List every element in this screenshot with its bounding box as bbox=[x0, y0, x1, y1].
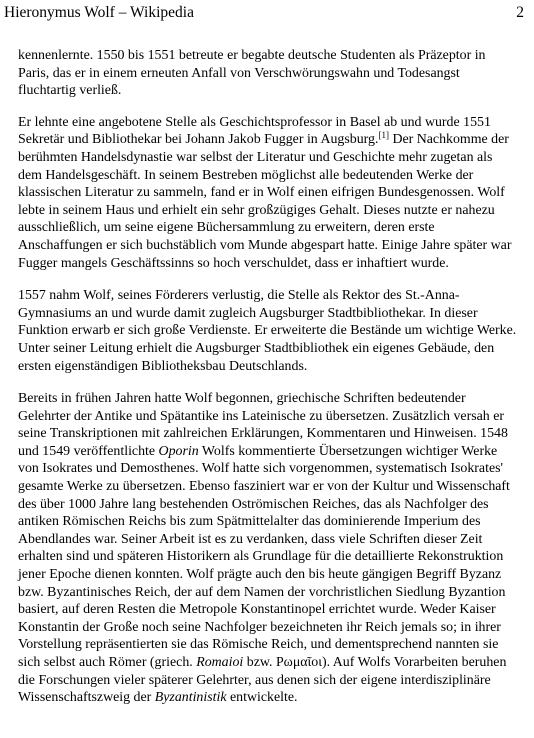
paragraph-4-text-d: entwickelte. bbox=[226, 690, 298, 706]
footnote-reference-1: [1] bbox=[378, 130, 389, 141]
page-header bbox=[4, 4, 524, 24]
page-number: 2 bbox=[516, 4, 524, 21]
paragraph-2-text-b: Der Nachkomme der berühmten Handelsdynastie war selbst der Literatur und Geschichte mehr zugetan als dem Handelsgeschäft. In seinem Bestreben möglichst alle bedeutenden Werke der klassischen Literatur zu sammeln, fand er in Wolf einen eifrigen Bundesgenossen. Wolf lebte in seinem Haus und erhielt ein sehr großzügiges Gehalt. Dieses nutzte er nahezu ausschließlich, um seine eigene Büchersammlung zu erweitern, deren erste Anschaffungen er sich buchstäblich vom Munde abgespart hatte. Einige Jahre später war Fugger mangels Geschäftssinns so hoch verschuldet, dass er inhaftiert wurde. bbox=[18, 132, 512, 271]
paragraph-4-text-a: Bereits in frühen Jahren hatte Wolf begonnen, griechische Schriften bedeutender Gelehrter der Antike und Spätantike ins Lateinische zu übersetzen. Zusätzlich versah er seine Transkriptionen mit zahlreichen Erklärungen, Kommentaren und Hinweisen. 1548 und 1549 veröffentlichte bbox=[18, 391, 508, 459]
article-body bbox=[18, 47, 518, 722]
paragraph-2-text-a: Er lehnte eine angebotene Stelle als Geschichtsprofessor in Basel ab und wurde 1551 Sekretär und Bibliothekar bei Johann Jakob Fugger in Augsburg. bbox=[18, 114, 491, 148]
paragraph-1: kennenlernte. 1550 bis 1551 betreute er begabte deutsche Studenten als Präzeptor in Paris, das er in einem erneuten Anfall von Verschwörungswahn und Todesangst fluchtartig verließ. bbox=[18, 48, 486, 99]
paragraph-4 bbox=[18, 390, 518, 707]
italic-oporin: Oporin bbox=[158, 443, 199, 459]
paragraph-4-text-c: bzw. Ρωμαῖοι). Auf Wolfs Vorarbeiten beruhen die Forschungen vieler späterer Gelehrter, aus denen sich der eigene interdisziplinäre Wissenschaftszweig der bbox=[18, 655, 507, 706]
italic-romaioi: Romaioi bbox=[196, 655, 244, 670]
paragraph-3: 1557 nahm Wolf, seines Förderers verlustig, die Stelle als Rektor des St.-Anna-Gymnasiums an und wurde damit zugleich Augsburger Stadtbibliothekar. In dieser Funktion erwarb er sich große Verdienste. Er erweiterte die Bestände um wichtige Werke. Unter seiner Leitung erhielt die Augsburger Stadtbibliothek ein eigenes Gebäude, den ersten eigenständigen Bibliotheksbau Deutschlands. bbox=[18, 288, 517, 374]
page-header-title: Hieronymus Wolf – Wikipedia bbox=[4, 4, 194, 21]
paragraph-2 bbox=[18, 114, 518, 272]
italic-byzantinistik: Byzantinistik bbox=[154, 690, 227, 706]
paragraph-4-text-b: Wolfs kommentierte Übersetzungen wichtiger Werke von Isokrates und Demosthenes. Wolf hatte sich vorgenommen, systematisch Isokrates' gesamte Werke zu übersetzen. Ebenso fasziniert war er von der Kultur und Wissenschaft des über 1000 Jahre lang bestehenden Oströmischen Reiches, das als Nachfolger des antiken Römischen Reichs bis zum Spätmittelalter das dominierende Imperium des Abendlandes war. Seiner Arbeit ist es zu verdanken, dass viele Schriften dieser Zeit erhalten sind und späteren Historikern als Grundlage für die detaillierte Rekonstruktion jener Epoche dienen konnten. Wolf prägte auch den bis heute gängigen Begriff Byzanz bzw. Byzantinisches Reich, der auf dem Namen der vorchristlichen Siedlung Byzantion basiert, auf deren Resten die Metropole Konstantinopel errichtet wurde. Weder Kaiser Konstantin der Große noch seine Nachfolger bezeichneten ihr Reich jemals so; in ihrer Vorstellung repräsentierten sie das Römische Reich, und dementsprechend nannten sie sich selbst auch Römer (griech. bbox=[18, 443, 510, 670]
